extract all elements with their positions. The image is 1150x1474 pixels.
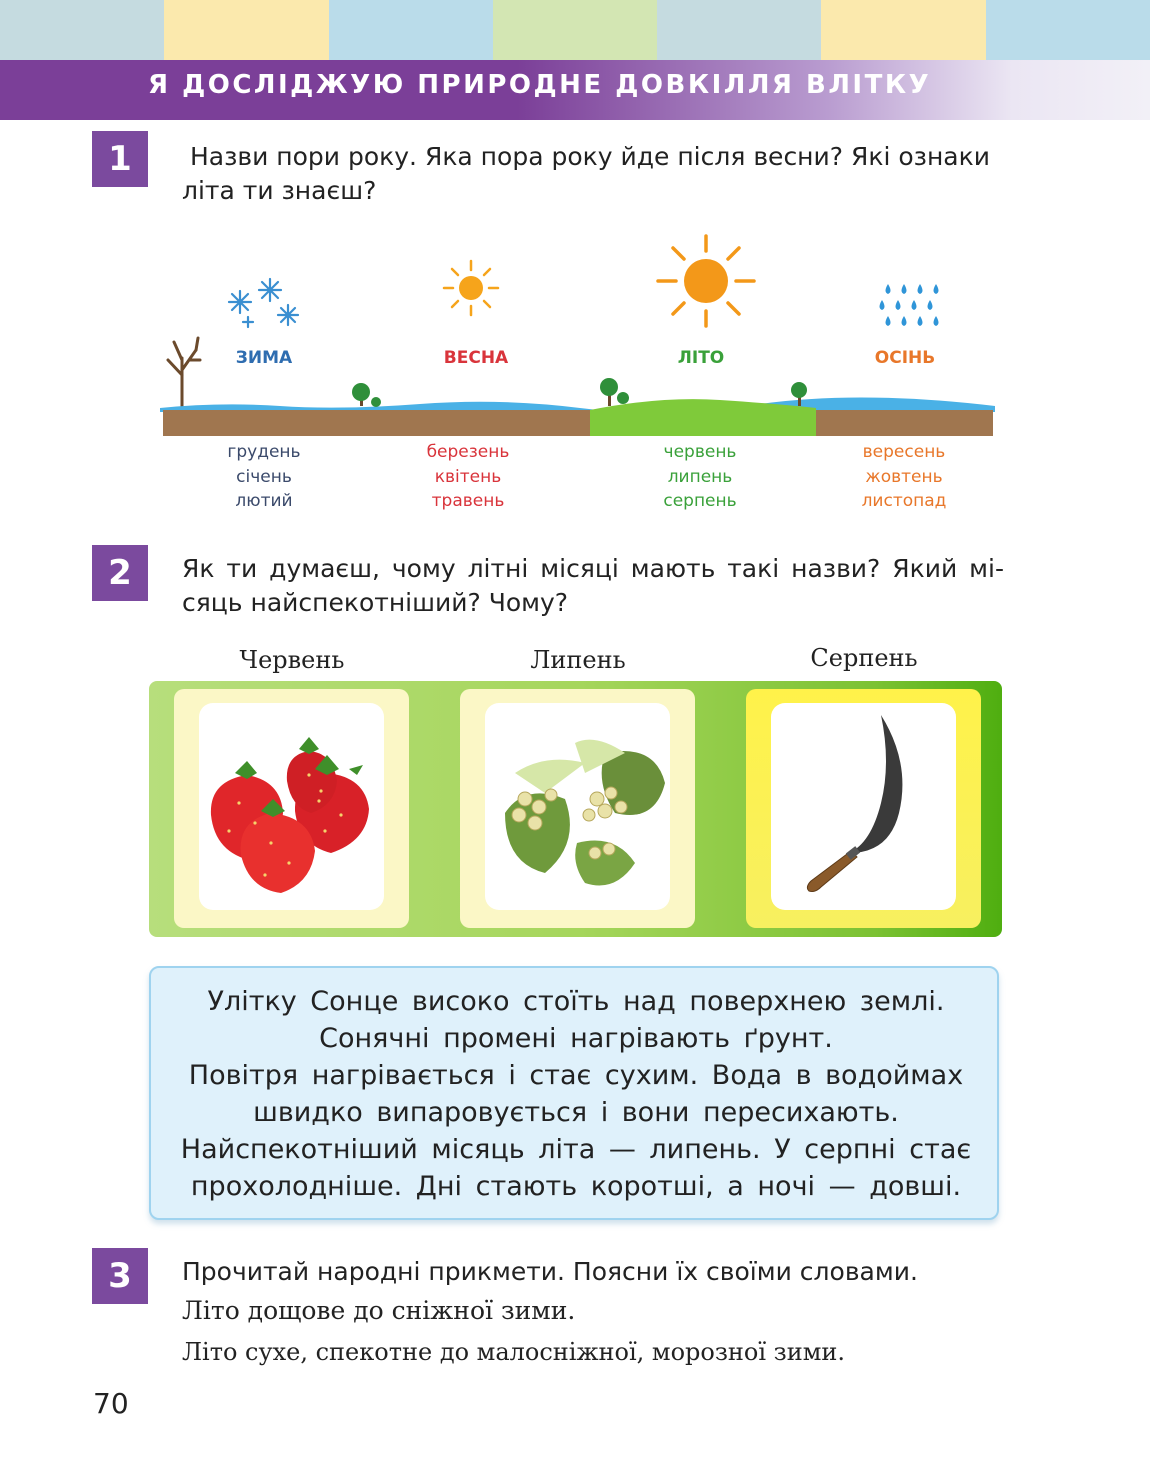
month-name: жовтень	[865, 466, 943, 487]
month-name: січень	[236, 466, 292, 487]
spring-months	[398, 440, 538, 514]
card-image-frame	[771, 703, 956, 910]
info-box	[149, 966, 999, 1220]
card-june	[174, 689, 409, 928]
seasons-diagram	[160, 230, 995, 522]
linden-blossom-image	[485, 703, 670, 910]
autumn-months	[834, 440, 974, 514]
month-name: травень	[431, 491, 505, 511]
small-sun-icon	[444, 261, 498, 315]
task1-text	[182, 140, 1004, 208]
month-name: грудень	[227, 442, 301, 462]
strawberries-image	[199, 703, 384, 910]
month-name: лютий	[235, 491, 293, 511]
info-line: швидко випаровується і вони пересихають.	[253, 1097, 899, 1128]
stripe	[493, 0, 657, 60]
month-title-june: Червень	[239, 646, 345, 674]
season-label-winter: ЗИМА	[235, 348, 293, 368]
info-line: Найспекотніший місяць літа — липень. У серпні стає	[180, 1134, 972, 1165]
task-number-badge: 2	[92, 545, 148, 601]
info-line: Улітку Сонце високо стоїть над поверхнею землі.	[207, 986, 945, 1017]
task2-text	[182, 552, 1004, 620]
sickle-image	[771, 703, 956, 910]
task3-instruction: Прочитай народні прикмети. Поясни їх своїми словами.	[182, 1257, 918, 1286]
month-name: квітень	[434, 466, 502, 487]
task2-line: сяць найспекотніший? Чому?	[182, 588, 569, 617]
info-line: прохолодніше. Дні стають коротші, а ночі — довші.	[190, 1171, 962, 1202]
task-number-badge: 1	[92, 131, 148, 187]
summer-months	[630, 440, 770, 514]
season-label-summer: ЛІТО	[677, 348, 725, 368]
water-line	[160, 397, 995, 412]
raindrops-icon	[880, 284, 939, 326]
stripe	[329, 0, 493, 60]
page-number: 70	[93, 1387, 129, 1420]
page-title: Я ДОСЛІДЖУЮ ПРИРОДНЕ ДОВКІЛЛЯ ВЛІТКУ	[148, 70, 932, 100]
ground	[816, 410, 993, 436]
task1-line: Назви пори року. Яка пора року йде після весни? Які ознаки	[182, 142, 990, 171]
top-color-stripes	[0, 0, 1150, 60]
stripe	[657, 0, 821, 60]
season-label-spring: ВЕСНА	[443, 348, 509, 368]
task2-line: Як ти думаєш, чому літні місяці мають такі назви? Який мі-	[182, 554, 1004, 583]
month-name: серпень	[663, 491, 737, 511]
stripe	[0, 0, 164, 60]
task-number-badge: 3	[92, 1248, 148, 1304]
month-name: червень	[663, 442, 737, 462]
task1-line: літа ти знаєш?	[182, 176, 377, 205]
info-line: Повітря нагрівається і стає сухим. Вода в водоймах	[188, 1060, 964, 1091]
stripe	[164, 0, 328, 60]
card-image-frame	[199, 703, 384, 910]
stripe	[986, 0, 1150, 60]
month-title-july: Липень	[530, 646, 626, 674]
card-august	[746, 689, 981, 928]
month-name: листопад	[861, 491, 947, 511]
month-name: березень	[426, 442, 510, 462]
info-line: Сонячні промені нагрівають ґрунт.	[319, 1023, 833, 1054]
ground	[163, 410, 590, 436]
folk-saying: Літо сухе, спекотне до малосніжної, морозної зими.	[182, 1338, 846, 1366]
big-sun-icon	[658, 236, 754, 326]
season-label-autumn: ОСІНЬ	[874, 348, 936, 368]
bare-tree-icon	[168, 338, 200, 408]
month-name: вересень	[862, 442, 946, 462]
stripe	[821, 0, 985, 60]
card-image-frame	[485, 703, 670, 910]
winter-months	[194, 440, 334, 514]
card-july	[460, 689, 695, 928]
snowflakes-icon	[229, 279, 298, 327]
month-name: липень	[667, 466, 733, 487]
month-title-august: Серпень	[810, 644, 918, 672]
folk-saying: Літо дощове до сніжної зими.	[182, 1296, 576, 1325]
